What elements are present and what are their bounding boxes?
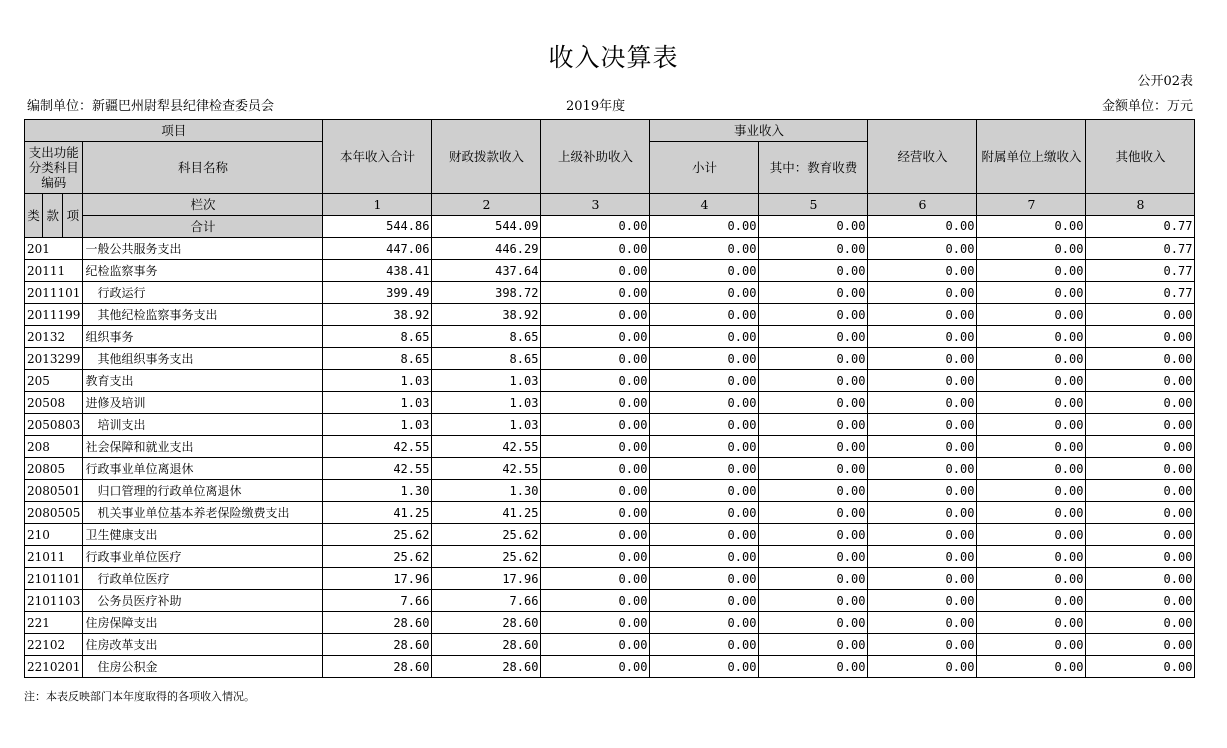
amount-cell: 0.00 <box>868 436 977 458</box>
amount-cell: 28.60 <box>323 634 432 656</box>
subject-code: 210 <box>25 524 83 546</box>
amount-cell: 0.00 <box>1086 590 1195 612</box>
amount-cell: 0.00 <box>759 238 868 260</box>
table-row <box>25 480 1195 502</box>
amount-cell: 0.00 <box>541 436 650 458</box>
table-row <box>25 260 1195 282</box>
header-col2: 财政拨款收入 <box>432 120 541 194</box>
amount-cell: 0.00 <box>868 502 977 524</box>
table-row <box>25 502 1195 524</box>
total-value: 0.77 <box>1086 216 1195 238</box>
amount-cell: 0.00 <box>759 282 868 304</box>
table-row <box>25 524 1195 546</box>
amount-cell: 0.00 <box>868 282 977 304</box>
header-col6: 经营收入 <box>868 120 977 194</box>
amount-cell: 0.00 <box>868 370 977 392</box>
amount-cell: 42.55 <box>323 436 432 458</box>
table-row <box>25 590 1195 612</box>
amount-cell: 446.29 <box>432 238 541 260</box>
amount-cell: 28.60 <box>432 634 541 656</box>
amount-cell: 0.00 <box>650 304 759 326</box>
table-row <box>25 634 1195 656</box>
amount-cell: 0.00 <box>1086 656 1195 678</box>
amount-cell: 0.00 <box>868 458 977 480</box>
amount-cell: 0.00 <box>541 590 650 612</box>
amount-cell: 0.00 <box>541 282 650 304</box>
amount-cell: 0.00 <box>650 502 759 524</box>
amount-cell: 0.00 <box>650 656 759 678</box>
amount-cell: 0.00 <box>759 634 868 656</box>
amount-cell: 1.30 <box>432 480 541 502</box>
amount-cell: 25.62 <box>432 546 541 568</box>
amount-cell: 0.00 <box>868 612 977 634</box>
amount-cell: 0.00 <box>541 480 650 502</box>
amount-cell: 0.00 <box>868 238 977 260</box>
amount-cell: 0.00 <box>650 568 759 590</box>
subject-code: 2101103 <box>25 590 83 612</box>
header-col8: 其他收入 <box>1086 120 1195 194</box>
table-row <box>25 370 1195 392</box>
amount-cell: 0.00 <box>541 458 650 480</box>
header-num-7: 7 <box>977 194 1086 216</box>
amount-cell: 0.00 <box>650 260 759 282</box>
amount-cell: 0.00 <box>868 304 977 326</box>
header-project: 项目 <box>25 120 323 142</box>
subject-code: 2050803 <box>25 414 83 436</box>
subject-name: 行政单位医疗 <box>83 568 323 590</box>
amount-cell: 8.65 <box>432 348 541 370</box>
header-num-8: 8 <box>1086 194 1195 216</box>
amount-cell: 0.00 <box>1086 480 1195 502</box>
amount-cell: 0.00 <box>759 370 868 392</box>
header-num-4: 4 <box>650 194 759 216</box>
subject-name: 教育支出 <box>83 370 323 392</box>
subject-name: 行政运行 <box>83 282 323 304</box>
amount-cell: 0.00 <box>759 502 868 524</box>
amount-cell: 0.00 <box>977 304 1086 326</box>
total-label: 合计 <box>83 216 323 238</box>
amount-cell: 0.00 <box>977 238 1086 260</box>
amount-cell: 1.03 <box>323 392 432 414</box>
amount-cell: 0.00 <box>650 590 759 612</box>
total-value: 0.00 <box>541 216 650 238</box>
amount-cell: 25.62 <box>323 546 432 568</box>
amount-cell: 0.00 <box>868 656 977 678</box>
subject-code: 2101101 <box>25 568 83 590</box>
subject-name: 住房保障支出 <box>83 612 323 634</box>
subject-name: 行政事业单位离退休 <box>83 458 323 480</box>
amount-cell: 0.00 <box>977 480 1086 502</box>
income-table <box>24 119 1195 678</box>
amount-cell: 0.00 <box>650 436 759 458</box>
amount-cell: 42.55 <box>432 458 541 480</box>
report-year: 2019年度 <box>566 99 626 114</box>
amount-cell: 38.92 <box>323 304 432 326</box>
amount-cell: 28.60 <box>323 612 432 634</box>
table-row <box>25 282 1195 304</box>
amount-cell: 0.00 <box>868 546 977 568</box>
amount-cell: 0.00 <box>977 260 1086 282</box>
amount-cell: 0.00 <box>1086 348 1195 370</box>
table-row <box>25 612 1195 634</box>
amount-cell: 0.00 <box>759 612 868 634</box>
amount-cell: 0.00 <box>541 502 650 524</box>
amount-cell: 0.00 <box>1086 370 1195 392</box>
subject-code: 2013299 <box>25 348 83 370</box>
amount-cell: 0.00 <box>650 524 759 546</box>
amount-cell: 0.00 <box>868 524 977 546</box>
total-value: 0.00 <box>650 216 759 238</box>
table-row <box>25 436 1195 458</box>
amount-cell: 1.03 <box>323 414 432 436</box>
subject-code: 2080501 <box>25 480 83 502</box>
amount-cell: 0.00 <box>759 546 868 568</box>
amount-cell: 447.06 <box>323 238 432 260</box>
amount-cell: 0.00 <box>1086 414 1195 436</box>
amount-cell: 0.00 <box>541 348 650 370</box>
subject-code: 201 <box>25 238 83 260</box>
table-row <box>25 304 1195 326</box>
header-lei: 类 <box>25 194 43 238</box>
amount-cell: 0.00 <box>977 348 1086 370</box>
subject-code: 221 <box>25 612 83 634</box>
amount-cell: 0.00 <box>541 546 650 568</box>
total-value: 0.00 <box>868 216 977 238</box>
amount-cell: 0.00 <box>1086 436 1195 458</box>
amount-cell: 0.00 <box>977 414 1086 436</box>
amount-cell: 42.55 <box>432 436 541 458</box>
amount-cell: 0.00 <box>650 546 759 568</box>
header-column-order: 栏次 <box>83 194 323 216</box>
amount-cell: 0.00 <box>977 282 1086 304</box>
amount-cell: 0.00 <box>541 304 650 326</box>
amount-cell: 0.00 <box>759 304 868 326</box>
amount-cell: 0.00 <box>759 568 868 590</box>
table-body <box>25 238 1195 678</box>
total-value: 544.86 <box>323 216 432 238</box>
table-row <box>25 546 1195 568</box>
amount-cell: 41.25 <box>323 502 432 524</box>
header-col1: 本年收入合计 <box>323 120 432 194</box>
amount-cell: 0.00 <box>868 568 977 590</box>
amount-cell: 8.65 <box>323 348 432 370</box>
subject-name: 住房改革支出 <box>83 634 323 656</box>
table-row <box>25 656 1195 678</box>
header-col3: 上级补助收入 <box>541 120 650 194</box>
amount-cell: 0.00 <box>977 502 1086 524</box>
total-value: 0.00 <box>977 216 1086 238</box>
header-num-5: 5 <box>759 194 868 216</box>
header-kuan: 款 <box>43 194 63 238</box>
subject-name: 培训支出 <box>83 414 323 436</box>
amount-cell: 0.00 <box>759 348 868 370</box>
amount-cell: 0.77 <box>1086 282 1195 304</box>
amount-cell: 0.00 <box>1086 304 1195 326</box>
amount-cell: 0.00 <box>977 370 1086 392</box>
amount-cell: 0.00 <box>650 348 759 370</box>
amount-cell: 28.60 <box>323 656 432 678</box>
table-row <box>25 458 1195 480</box>
amount-cell: 0.00 <box>541 568 650 590</box>
amount-cell: 0.00 <box>541 370 650 392</box>
amount-cell: 0.00 <box>759 524 868 546</box>
table-row <box>25 326 1195 348</box>
amount-cell: 0.00 <box>1086 326 1195 348</box>
header-shiye: 事业收入 <box>650 120 868 142</box>
amount-cell: 1.03 <box>432 392 541 414</box>
subject-name: 其他组织事务支出 <box>83 348 323 370</box>
amount-cell: 399.49 <box>323 282 432 304</box>
subject-code: 2080505 <box>25 502 83 524</box>
subject-name: 住房公积金 <box>83 656 323 678</box>
amount-cell: 0.00 <box>650 392 759 414</box>
amount-cell: 0.00 <box>650 238 759 260</box>
amount-cell: 0.00 <box>541 260 650 282</box>
header-col5: 其中：教育收费 <box>759 142 868 194</box>
amount-cell: 0.00 <box>1086 524 1195 546</box>
table-row <box>25 238 1195 260</box>
header-num-3: 3 <box>541 194 650 216</box>
amount-cell: 17.96 <box>323 568 432 590</box>
form-number: 公开02表 <box>1137 74 1193 89</box>
amount-cell: 0.00 <box>650 612 759 634</box>
amount-cell: 0.00 <box>1086 568 1195 590</box>
amount-cell: 0.00 <box>759 590 868 612</box>
header-num-1: 1 <box>323 194 432 216</box>
subject-code: 20805 <box>25 458 83 480</box>
amount-cell: 0.00 <box>868 260 977 282</box>
amount-cell: 1.03 <box>323 370 432 392</box>
amount-cell: 8.65 <box>432 326 541 348</box>
amount-cell: 0.77 <box>1086 260 1195 282</box>
subject-code: 208 <box>25 436 83 458</box>
amount-cell: 437.64 <box>432 260 541 282</box>
amount-cell: 0.00 <box>650 458 759 480</box>
table-row <box>25 568 1195 590</box>
amount-cell: 0.00 <box>759 260 868 282</box>
subject-code: 20132 <box>25 326 83 348</box>
amount-cell: 8.65 <box>323 326 432 348</box>
amount-cell: 0.00 <box>541 238 650 260</box>
amount-cell: 0.00 <box>650 282 759 304</box>
amount-cell: 0.00 <box>868 392 977 414</box>
table-row <box>25 348 1195 370</box>
subject-code: 20508 <box>25 392 83 414</box>
amount-cell: 0.00 <box>868 590 977 612</box>
amount-cell: 0.00 <box>759 326 868 348</box>
amount-cell: 1.30 <box>323 480 432 502</box>
header-col4: 小计 <box>650 142 759 194</box>
amount-cell: 0.00 <box>541 656 650 678</box>
amount-cell: 0.00 <box>868 414 977 436</box>
amount-cell: 0.00 <box>541 634 650 656</box>
amount-cell: 7.66 <box>432 590 541 612</box>
header-col7: 附属单位上缴收入 <box>977 120 1086 194</box>
amount-cell: 438.41 <box>323 260 432 282</box>
amount-cell: 0.00 <box>977 612 1086 634</box>
subject-code: 2011199 <box>25 304 83 326</box>
amount-cell: 0.00 <box>541 392 650 414</box>
total-value: 0.00 <box>759 216 868 238</box>
amount-cell: 0.00 <box>977 546 1086 568</box>
amount-cell: 0.00 <box>868 326 977 348</box>
money-unit: 金额单位：万元 <box>1101 99 1193 114</box>
amount-cell: 0.00 <box>977 524 1086 546</box>
amount-cell: 0.00 <box>977 436 1086 458</box>
amount-cell: 0.00 <box>759 480 868 502</box>
subject-code: 21011 <box>25 546 83 568</box>
table-row <box>25 414 1195 436</box>
subject-name: 组织事务 <box>83 326 323 348</box>
amount-cell: 0.00 <box>1086 612 1195 634</box>
amount-cell: 28.60 <box>432 656 541 678</box>
amount-cell: 0.00 <box>977 634 1086 656</box>
amount-cell: 0.00 <box>541 326 650 348</box>
amount-cell: 0.00 <box>1086 634 1195 656</box>
subject-code: 22102 <box>25 634 83 656</box>
amount-cell: 38.92 <box>432 304 541 326</box>
subject-name: 行政事业单位医疗 <box>83 546 323 568</box>
header-num-2: 2 <box>432 194 541 216</box>
header-num-6: 6 <box>868 194 977 216</box>
amount-cell: 0.00 <box>759 458 868 480</box>
subject-name: 其他纪检监察事务支出 <box>83 304 323 326</box>
header-subject-name: 科目名称 <box>83 142 323 194</box>
amount-cell: 0.00 <box>650 480 759 502</box>
amount-cell: 0.00 <box>1086 502 1195 524</box>
subject-name: 公务员医疗补助 <box>83 590 323 612</box>
amount-cell: 28.60 <box>432 612 541 634</box>
page-title: 收入决算表 <box>548 43 679 72</box>
subject-code: 205 <box>25 370 83 392</box>
subject-name: 纪检监察事务 <box>83 260 323 282</box>
subject-code: 2011101 <box>25 282 83 304</box>
subject-name: 归口管理的行政单位离退休 <box>83 480 323 502</box>
subject-name: 进修及培训 <box>83 392 323 414</box>
subject-name: 社会保障和就业支出 <box>83 436 323 458</box>
header-xiang: 项 <box>63 194 83 238</box>
amount-cell: 17.96 <box>432 568 541 590</box>
subject-name: 卫生健康支出 <box>83 524 323 546</box>
amount-cell: 0.00 <box>759 414 868 436</box>
amount-cell: 0.00 <box>977 392 1086 414</box>
amount-cell: 1.03 <box>432 370 541 392</box>
amount-cell: 0.00 <box>977 590 1086 612</box>
amount-cell: 25.62 <box>432 524 541 546</box>
amount-cell: 0.00 <box>1086 458 1195 480</box>
amount-cell: 0.00 <box>977 656 1086 678</box>
amount-cell: 0.00 <box>541 524 650 546</box>
subject-name: 一般公共服务支出 <box>83 238 323 260</box>
amount-cell: 0.00 <box>868 348 977 370</box>
subject-code: 2210201 <box>25 656 83 678</box>
compiling-unit: 编制单位：新疆巴州尉犁县纪律检查委员会 <box>27 99 275 114</box>
amount-cell: 42.55 <box>323 458 432 480</box>
amount-cell: 0.00 <box>759 436 868 458</box>
amount-cell: 0.00 <box>541 612 650 634</box>
amount-cell: 0.00 <box>977 568 1086 590</box>
amount-cell: 0.00 <box>650 414 759 436</box>
amount-cell: 0.00 <box>759 392 868 414</box>
amount-cell: 25.62 <box>323 524 432 546</box>
subject-code: 20111 <box>25 260 83 282</box>
amount-cell: 41.25 <box>432 502 541 524</box>
amount-cell: 0.00 <box>977 458 1086 480</box>
amount-cell: 0.00 <box>650 326 759 348</box>
amount-cell: 0.00 <box>541 414 650 436</box>
subject-name: 机关事业单位基本养老保险缴费支出 <box>83 502 323 524</box>
amount-cell: 7.66 <box>323 590 432 612</box>
amount-cell: 1.03 <box>432 414 541 436</box>
amount-cell: 0.00 <box>1086 392 1195 414</box>
header-func-code: 支出功能分类科目编码 <box>25 142 83 194</box>
table-row <box>25 392 1195 414</box>
amount-cell: 0.00 <box>977 326 1086 348</box>
amount-cell: 0.00 <box>1086 546 1195 568</box>
amount-cell: 0.00 <box>868 480 977 502</box>
footnote: 注：本表反映部门本年度取得的各项收入情况。 <box>24 690 255 703</box>
total-value: 544.09 <box>432 216 541 238</box>
amount-cell: 0.00 <box>759 656 868 678</box>
amount-cell: 0.77 <box>1086 238 1195 260</box>
amount-cell: 0.00 <box>868 634 977 656</box>
amount-cell: 0.00 <box>650 634 759 656</box>
amount-cell: 398.72 <box>432 282 541 304</box>
amount-cell: 0.00 <box>650 370 759 392</box>
